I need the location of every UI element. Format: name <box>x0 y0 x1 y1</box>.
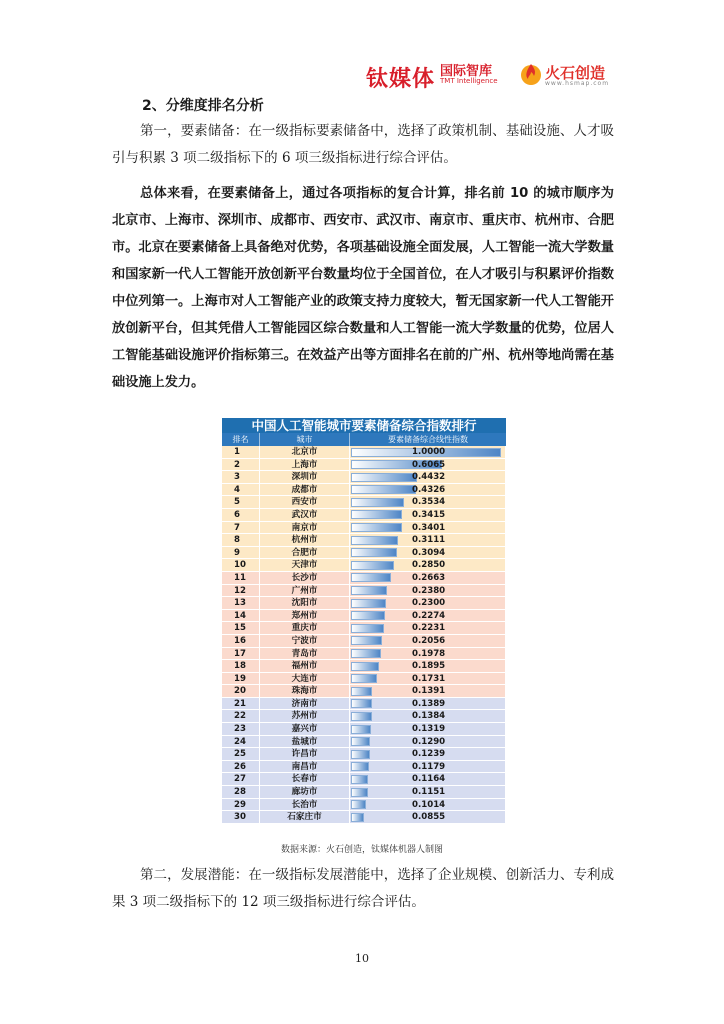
cell-index <box>350 673 506 685</box>
cell-index-value: 0.3534 <box>412 497 446 508</box>
header-index: 要素储备综合线性指数 <box>388 435 468 444</box>
cell-index <box>350 597 506 609</box>
cell-index <box>350 522 506 534</box>
cell-index-value: 0.3401 <box>412 522 446 533</box>
table-row <box>222 484 506 497</box>
cell-rank: 21 <box>222 698 260 710</box>
cell-index <box>350 585 506 597</box>
cell-index-value: 0.4326 <box>412 484 446 495</box>
cell-index-value: 0.1164 <box>412 774 446 785</box>
header-city: 城市 <box>260 433 350 446</box>
cell-rank: 16 <box>222 635 260 647</box>
cell-index <box>350 446 506 458</box>
cell-rank: 5 <box>222 496 260 508</box>
cell-rank: 4 <box>222 484 260 496</box>
cell-index <box>350 748 506 760</box>
table-row <box>222 811 506 824</box>
index-bar <box>351 548 397 557</box>
page-number: 10 <box>355 952 369 965</box>
cell-index-value: 0.1895 <box>412 661 446 672</box>
index-bar <box>351 599 386 608</box>
cell-rank: 11 <box>222 572 260 584</box>
cell-rank: 7 <box>222 522 260 534</box>
index-bar <box>351 536 398 545</box>
index-bar <box>351 586 387 595</box>
table-row <box>222 685 506 698</box>
index-bar <box>351 800 366 809</box>
cell-index-value: 0.2231 <box>412 623 446 634</box>
table-row <box>222 534 506 547</box>
cell-rank: 3 <box>222 471 260 483</box>
cell-index-value: 0.1179 <box>412 761 446 772</box>
intl-logo-text: 国际智库 <box>440 64 493 79</box>
cell-city: 宁波市 <box>260 635 350 647</box>
cell-rank: 19 <box>222 673 260 685</box>
table-row <box>222 572 506 585</box>
cell-city: 合肥市 <box>260 547 350 559</box>
index-bar <box>351 485 416 494</box>
table-body <box>222 446 506 824</box>
cell-index <box>350 786 506 798</box>
cell-rank: 23 <box>222 723 260 735</box>
paragraph-summary: 总体来看，在要素储备上，通过各项指标的复合计算，排名前 10 的城市顺序为北京市、上海市、深圳市、成都市、西安市、武汉市、南京市、重庆市、杭州市、合肥市。北京在要素储备上具备绝对优势，各项基础设施全面发展，人工智能一流大学数量和国家新一代人工智能开放创新平台数量均位于全国首位，在人才吸引与积累评价指数中位列第一。上海市对人工智能产业的政策支持力度较大，暂无国家新一代人工智能开放创新平台，但其凭借人工智能园区综合数量和人工智能一流大学数量的优势，位居人工智能基础设施评价指标第三。在效益产出等方面排名在前的广州、杭州等地尚需在基础设施上发力。 <box>112 186 614 390</box>
cell-index-value: 0.2056 <box>412 635 446 646</box>
cell-city: 北京市 <box>260 446 350 458</box>
table-row <box>222 559 506 572</box>
cell-city: 深圳市 <box>260 471 350 483</box>
cell-index <box>350 698 506 710</box>
flame-icon <box>520 60 542 86</box>
index-bar <box>351 649 381 658</box>
cell-index <box>350 572 506 584</box>
index-bar <box>351 498 404 507</box>
index-bar <box>351 561 394 570</box>
cell-index-value: 0.1151 <box>412 787 446 798</box>
cell-city: 南京市 <box>260 522 350 534</box>
cell-index-value: 0.1014 <box>412 799 446 810</box>
cell-city: 南昌市 <box>260 761 350 773</box>
cell-index-value: 0.1389 <box>412 698 446 709</box>
cell-index-value: 0.1319 <box>412 724 446 735</box>
cell-rank: 14 <box>222 610 260 622</box>
cell-rank: 13 <box>222 597 260 609</box>
cell-rank: 18 <box>222 660 260 672</box>
index-bar <box>351 611 385 620</box>
cell-index <box>350 773 506 785</box>
table-header <box>222 433 506 446</box>
table-row <box>222 547 506 560</box>
cell-rank: 27 <box>222 773 260 785</box>
cell-rank: 20 <box>222 685 260 697</box>
cell-rank: 24 <box>222 736 260 748</box>
index-bar <box>351 473 417 482</box>
table-row <box>222 585 506 598</box>
cell-index-value: 0.6065 <box>412 459 446 470</box>
cell-rank: 12 <box>222 585 260 597</box>
cell-index <box>350 496 506 508</box>
table-row <box>222 761 506 774</box>
cell-index <box>350 547 506 559</box>
cell-city: 盐城市 <box>260 736 350 748</box>
index-bar <box>351 712 372 721</box>
cell-city: 沈阳市 <box>260 597 350 609</box>
index-bar <box>351 636 382 645</box>
intl-logo-en: TMT Intelligence <box>440 77 498 85</box>
cell-index <box>350 710 506 722</box>
cell-city: 大连市 <box>260 673 350 685</box>
index-bar <box>351 725 371 734</box>
table-row <box>222 773 506 786</box>
table-row <box>222 509 506 522</box>
huoshi-logo: 火石创造 <box>545 64 606 82</box>
cell-city: 武汉市 <box>260 509 350 521</box>
cell-index <box>350 648 506 660</box>
cell-city: 苏州市 <box>260 710 350 722</box>
cell-index-value: 0.1731 <box>412 673 446 684</box>
cell-index-value: 0.2300 <box>412 598 446 609</box>
cell-rank: 25 <box>222 748 260 760</box>
cell-index-value: 0.1239 <box>412 749 446 760</box>
cell-city: 长沙市 <box>260 572 350 584</box>
index-bar <box>351 762 369 771</box>
cell-index <box>350 559 506 571</box>
table-row <box>222 710 506 723</box>
cell-index <box>350 660 506 672</box>
cell-index <box>350 635 506 647</box>
cell-index-value: 0.1384 <box>412 711 446 722</box>
cell-city: 广州市 <box>260 585 350 597</box>
cell-rank: 8 <box>222 534 260 546</box>
table-row <box>222 673 506 686</box>
index-bar <box>351 775 368 784</box>
cell-city: 许昌市 <box>260 748 350 760</box>
index-bar <box>351 674 377 683</box>
ranking-table <box>222 418 506 824</box>
cell-index <box>350 736 506 748</box>
header-rank: 排名 <box>222 433 260 446</box>
data-source: 数据来源：火石创造，钛媒体机器人制图 <box>280 845 443 855</box>
table-row <box>222 522 506 535</box>
index-bar <box>351 699 372 708</box>
cell-city: 济南市 <box>260 698 350 710</box>
paragraph-potential: 第二，发展潜能：在一级指标发展潜能中，选择了企业规模、创新活力、专利成果 3 项二级指标下的 12 项三级指标进行综合评估。 <box>112 867 614 910</box>
cell-rank: 26 <box>222 761 260 773</box>
index-bar <box>351 523 402 532</box>
table-row <box>222 698 506 711</box>
cell-index <box>350 484 506 496</box>
table-row <box>222 648 506 661</box>
cell-index-value: 0.1978 <box>412 648 446 659</box>
cell-index-value: 0.3111 <box>412 535 446 546</box>
table-row <box>222 471 506 484</box>
cell-index <box>350 723 506 735</box>
cell-rank: 1 <box>222 446 260 458</box>
index-bar <box>351 737 370 746</box>
cell-index-value: 0.0855 <box>412 812 446 823</box>
cell-rank: 15 <box>222 622 260 634</box>
table-row <box>222 610 506 623</box>
table-row <box>222 459 506 472</box>
cell-index-value: 0.3415 <box>412 509 446 520</box>
cell-index-value: 0.1391 <box>412 686 446 697</box>
table-row <box>222 635 506 648</box>
cell-rank: 28 <box>222 786 260 798</box>
table-row <box>222 446 506 459</box>
cell-city: 石家庄市 <box>260 811 350 823</box>
cell-rank: 6 <box>222 509 260 521</box>
cell-city: 青岛市 <box>260 648 350 660</box>
index-bar <box>351 510 402 519</box>
table-row <box>222 799 506 812</box>
tmt-logo: 钛媒体 <box>366 67 436 92</box>
table-row <box>222 496 506 509</box>
cell-index <box>350 610 506 622</box>
cell-index-value: 1.0000 <box>412 447 446 457</box>
cell-index <box>350 685 506 697</box>
huoshi-url: www.hsmap.com <box>545 80 610 87</box>
cell-index-value: 0.2274 <box>412 610 446 621</box>
cell-city: 福州市 <box>260 660 350 672</box>
cell-city: 成都市 <box>260 484 350 496</box>
cell-index-value: 0.4432 <box>412 472 446 483</box>
table-row <box>222 786 506 799</box>
cell-index <box>350 471 506 483</box>
cell-city: 嘉兴市 <box>260 723 350 735</box>
table-row <box>222 748 506 761</box>
cell-index-value: 0.2380 <box>412 585 446 596</box>
cell-city: 上海市 <box>260 459 350 471</box>
cell-index-value: 0.2850 <box>412 560 446 571</box>
cell-rank: 29 <box>222 799 260 811</box>
index-bar <box>351 813 364 822</box>
cell-index <box>350 811 506 823</box>
cell-city: 西安市 <box>260 496 350 508</box>
cell-index <box>350 799 506 811</box>
cell-rank: 22 <box>222 710 260 722</box>
cell-index-value: 0.3094 <box>412 547 446 558</box>
cell-rank: 17 <box>222 648 260 660</box>
index-bar <box>351 750 370 759</box>
index-bar <box>351 687 372 696</box>
index-bar <box>351 624 384 633</box>
cell-rank: 2 <box>222 459 260 471</box>
index-bar <box>351 788 368 797</box>
cell-city: 杭州市 <box>260 534 350 546</box>
cell-index <box>350 622 506 634</box>
table-row <box>222 660 506 673</box>
table-row <box>222 597 506 610</box>
cell-city: 长治市 <box>260 799 350 811</box>
cell-index <box>350 509 506 521</box>
paragraph-elements: 第一，要素储备：在一级指标要素储备中，选择了政策机制、基础设施、人才吸引与积累 3 项二级指标下的 6 项三级指标进行综合评估。 <box>112 123 614 166</box>
cell-index-value: 0.2663 <box>412 572 446 583</box>
cell-index <box>350 534 506 546</box>
cell-city: 珠海市 <box>260 685 350 697</box>
section-title: 2、分维度排名分析 <box>142 98 264 114</box>
cell-city: 重庆市 <box>260 622 350 634</box>
cell-index-value: 0.1290 <box>412 736 446 747</box>
cell-index <box>350 459 506 471</box>
table-row <box>222 622 506 635</box>
table-row <box>222 723 506 736</box>
header-logos <box>360 56 620 96</box>
index-bar <box>351 573 391 582</box>
cell-city: 廊坊市 <box>260 786 350 798</box>
cell-rank: 30 <box>222 811 260 823</box>
cell-city: 郑州市 <box>260 610 350 622</box>
table-title: 中国人工智能城市要素储备综合指数排行 <box>222 418 506 433</box>
index-bar <box>351 662 379 671</box>
cell-city: 长春市 <box>260 773 350 785</box>
table-row <box>222 736 506 749</box>
cell-rank: 10 <box>222 559 260 571</box>
cell-city: 天津市 <box>260 559 350 571</box>
cell-rank: 9 <box>222 547 260 559</box>
cell-index <box>350 761 506 773</box>
